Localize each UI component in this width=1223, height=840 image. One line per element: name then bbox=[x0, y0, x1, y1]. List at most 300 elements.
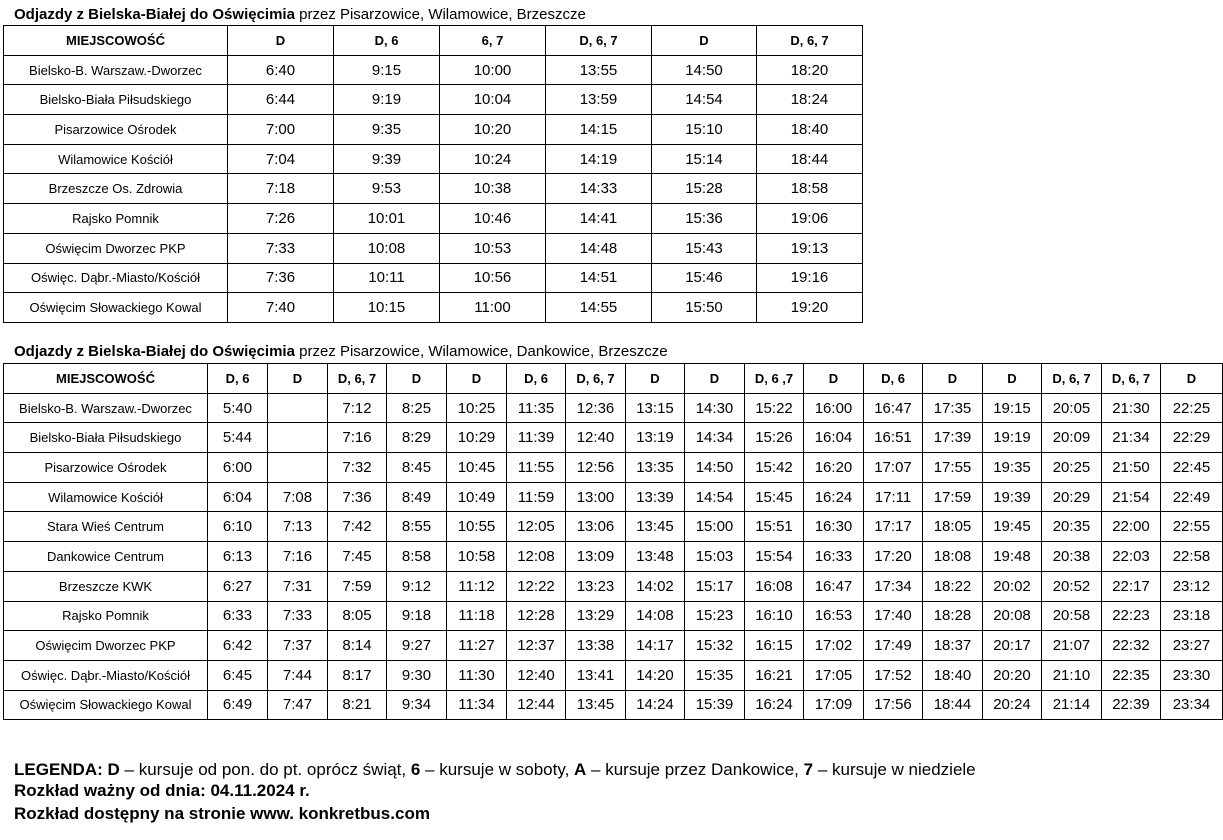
departure-time: 12:40 bbox=[566, 423, 626, 453]
departure-time: 18:44 bbox=[757, 144, 863, 174]
departure-time: 13:38 bbox=[566, 631, 626, 661]
departure-time: 18:40 bbox=[923, 660, 983, 690]
departure-time: 15:42 bbox=[745, 453, 804, 483]
departure-time: 7:37 bbox=[268, 631, 328, 661]
departure-time: 16:47 bbox=[804, 571, 864, 601]
timetable-2-title-via: przez Pisarzowice, Wilamowice, Dankowice, Brzeszcze bbox=[299, 343, 668, 360]
table-row bbox=[4, 482, 1223, 512]
service-days-header: D bbox=[268, 364, 328, 394]
departure-time: 6:45 bbox=[208, 660, 268, 690]
departure-time: 15:10 bbox=[652, 115, 757, 145]
departure-time: 20:38 bbox=[1042, 542, 1102, 572]
departure-time: 20:08 bbox=[983, 601, 1042, 631]
departure-time: 22:32 bbox=[1102, 631, 1161, 661]
departure-time: 7:45 bbox=[328, 542, 387, 572]
departure-time: 18:20 bbox=[757, 55, 863, 85]
departure-time: 17:11 bbox=[864, 482, 923, 512]
departure-time: 17:39 bbox=[923, 423, 983, 453]
departure-time: 9:12 bbox=[387, 571, 447, 601]
service-days-header: D, 6, 7 bbox=[757, 26, 863, 56]
departure-time: 11:30 bbox=[447, 660, 507, 690]
service-days-header: D, 6, 7 bbox=[328, 364, 387, 394]
departure-time: 14:02 bbox=[626, 571, 685, 601]
departure-time: 20:29 bbox=[1042, 482, 1102, 512]
service-days-header: 6, 7 bbox=[440, 26, 546, 56]
departure-time: 15:54 bbox=[745, 542, 804, 572]
departure-time: 15:50 bbox=[652, 293, 757, 323]
departure-time: 10:45 bbox=[447, 453, 507, 483]
departure-time: 12:56 bbox=[566, 453, 626, 483]
departure-time: 5:40 bbox=[208, 393, 268, 423]
departure-time: 19:35 bbox=[983, 453, 1042, 483]
stop-column-header: MIEJSCOWOŚĆ bbox=[4, 364, 208, 394]
departure-time: 10:46 bbox=[440, 204, 546, 234]
departure-time: 18:40 bbox=[757, 115, 863, 145]
departure-time: 9:18 bbox=[387, 601, 447, 631]
departure-time: 17:05 bbox=[804, 660, 864, 690]
departure-time: 13:55 bbox=[546, 55, 652, 85]
departure-time: 17:07 bbox=[864, 453, 923, 483]
departure-time: 14:30 bbox=[685, 393, 745, 423]
departure-time: 15:39 bbox=[685, 690, 745, 720]
departure-time: 6:10 bbox=[208, 512, 268, 542]
departure-time: 11:27 bbox=[447, 631, 507, 661]
table-row bbox=[4, 660, 1223, 690]
departure-time: 20:20 bbox=[983, 660, 1042, 690]
departure-time: 7:16 bbox=[268, 542, 328, 572]
departure-time: 22:00 bbox=[1102, 512, 1161, 542]
departure-time: 16:00 bbox=[804, 393, 864, 423]
service-days-header: D, 6 bbox=[864, 364, 923, 394]
departure-time: 12:37 bbox=[507, 631, 566, 661]
departure-time: 7:00 bbox=[228, 115, 334, 145]
service-days-header: D bbox=[447, 364, 507, 394]
table-row bbox=[4, 55, 863, 85]
departure-time: 14:24 bbox=[626, 690, 685, 720]
departure-time: 10:04 bbox=[440, 85, 546, 115]
departure-time: 9:35 bbox=[334, 115, 440, 145]
departure-time: 16:53 bbox=[804, 601, 864, 631]
departure-time: 12:08 bbox=[507, 542, 566, 572]
legend-key-7: 7 bbox=[803, 760, 814, 779]
departure-time: 15:45 bbox=[745, 482, 804, 512]
departure-time: 10:24 bbox=[440, 144, 546, 174]
departure-time: 14:17 bbox=[626, 631, 685, 661]
departure-time: 17:55 bbox=[923, 453, 983, 483]
stop-name: Dankowice Centrum bbox=[4, 542, 208, 572]
departure-time: 7:08 bbox=[268, 482, 328, 512]
departure-time: 10:11 bbox=[334, 263, 440, 293]
departure-time: 17:09 bbox=[804, 690, 864, 720]
departure-time: 22:49 bbox=[1161, 482, 1223, 512]
stop-column-header: MIEJSCOWOŚĆ bbox=[4, 26, 228, 56]
departure-time: 10:38 bbox=[440, 174, 546, 204]
table-row bbox=[4, 423, 1223, 453]
timetable-1 bbox=[3, 25, 863, 323]
departure-time: 6:49 bbox=[208, 690, 268, 720]
departure-time: 20:35 bbox=[1042, 512, 1102, 542]
departure-time: 19:19 bbox=[983, 423, 1042, 453]
legend-text-a: – kursuje przez Dankowice, bbox=[586, 760, 804, 779]
departure-time: 18:05 bbox=[923, 512, 983, 542]
departure-time: 7:59 bbox=[328, 571, 387, 601]
departure-time: 10:25 bbox=[447, 393, 507, 423]
departure-time: 6:44 bbox=[228, 85, 334, 115]
departure-time: 14:19 bbox=[546, 144, 652, 174]
table-row bbox=[4, 601, 1223, 631]
departure-time: 15:23 bbox=[685, 601, 745, 631]
departure-time: 8:55 bbox=[387, 512, 447, 542]
departure-time: 20:05 bbox=[1042, 393, 1102, 423]
departure-time: 14:54 bbox=[685, 482, 745, 512]
departure-time: 7:44 bbox=[268, 660, 328, 690]
departure-time: 7:12 bbox=[328, 393, 387, 423]
departure-time: 15:17 bbox=[685, 571, 745, 601]
table-row bbox=[4, 115, 863, 145]
departure-time: 15:00 bbox=[685, 512, 745, 542]
table-row bbox=[4, 144, 863, 174]
table-row bbox=[4, 85, 863, 115]
departure-time: 17:35 bbox=[923, 393, 983, 423]
departure-time: 8:14 bbox=[328, 631, 387, 661]
departure-time: 17:59 bbox=[923, 482, 983, 512]
departure-time: 9:30 bbox=[387, 660, 447, 690]
departure-time: 18:08 bbox=[923, 542, 983, 572]
departure-time: 10:55 bbox=[447, 512, 507, 542]
departure-time: 8:45 bbox=[387, 453, 447, 483]
departure-time: 12:22 bbox=[507, 571, 566, 601]
departure-time: 6:00 bbox=[208, 453, 268, 483]
departure-time: 16:51 bbox=[864, 423, 923, 453]
legend-key-d: D bbox=[107, 760, 120, 779]
departure-time: 6:40 bbox=[228, 55, 334, 85]
legend-key-a: A bbox=[574, 760, 587, 779]
table-row bbox=[4, 631, 1223, 661]
departure-time: 15:32 bbox=[685, 631, 745, 661]
departure-time: 16:24 bbox=[804, 482, 864, 512]
timetable-1-title-route: Odjazdy z Bielska-Białej do Oświęcimia bbox=[14, 6, 295, 23]
departure-time: 6:33 bbox=[208, 601, 268, 631]
departure-time: 23:12 bbox=[1161, 571, 1223, 601]
departure-time: 18:24 bbox=[757, 85, 863, 115]
departure-time: 21:50 bbox=[1102, 453, 1161, 483]
departure-time: 13:45 bbox=[566, 690, 626, 720]
departure-time: 6:04 bbox=[208, 482, 268, 512]
departure-time: 17:20 bbox=[864, 542, 923, 572]
departure-time: 11:12 bbox=[447, 571, 507, 601]
departure-time: 7:36 bbox=[328, 482, 387, 512]
service-days-header: D, 6 ,7 bbox=[745, 364, 804, 394]
service-days-header: D, 6 bbox=[334, 26, 440, 56]
departure-time: 8:29 bbox=[387, 423, 447, 453]
service-days-header: D, 6 bbox=[208, 364, 268, 394]
departure-time: 18:58 bbox=[757, 174, 863, 204]
departure-time: 10:08 bbox=[334, 233, 440, 263]
service-days-header: D, 6, 7 bbox=[1042, 364, 1102, 394]
departure-time: 13:19 bbox=[626, 423, 685, 453]
departure-time: 10:00 bbox=[440, 55, 546, 85]
departure-time: 22:35 bbox=[1102, 660, 1161, 690]
departure-time: 18:28 bbox=[923, 601, 983, 631]
departure-time: 7:47 bbox=[268, 690, 328, 720]
departure-time: 19:39 bbox=[983, 482, 1042, 512]
departure-time: 23:34 bbox=[1161, 690, 1223, 720]
departure-time: 9:19 bbox=[334, 85, 440, 115]
service-days-header: D, 6, 7 bbox=[546, 26, 652, 56]
departure-time: 7:32 bbox=[328, 453, 387, 483]
stop-name: Oświęcim Dworzec PKP bbox=[4, 233, 228, 263]
departure-time: 11:59 bbox=[507, 482, 566, 512]
departure-time: 15:22 bbox=[745, 393, 804, 423]
stop-name: Oświęcim Dworzec PKP bbox=[4, 631, 208, 661]
departure-time: 13:09 bbox=[566, 542, 626, 572]
departure-time: 16:10 bbox=[745, 601, 804, 631]
service-days-header: D bbox=[652, 26, 757, 56]
service-days-header: D bbox=[387, 364, 447, 394]
departure-time: 6:27 bbox=[208, 571, 268, 601]
departure-time: 15:35 bbox=[685, 660, 745, 690]
departure-time: 16:04 bbox=[804, 423, 864, 453]
departure-time: 8:25 bbox=[387, 393, 447, 423]
departure-time: 14:55 bbox=[546, 293, 652, 323]
departure-time: 7:18 bbox=[228, 174, 334, 204]
departure-time: 22:25 bbox=[1161, 393, 1223, 423]
departure-time: 8:58 bbox=[387, 542, 447, 572]
departure-time: 21:54 bbox=[1102, 482, 1161, 512]
service-days-header: D bbox=[685, 364, 745, 394]
departure-time: 15:03 bbox=[685, 542, 745, 572]
departure-time: 10:56 bbox=[440, 263, 546, 293]
website-note: Rozkład dostępny na stronie www. konkretbus.com bbox=[14, 804, 430, 823]
departure-time: 5:44 bbox=[208, 423, 268, 453]
departure-time: 14:48 bbox=[546, 233, 652, 263]
legend-text-6: – kursuje w soboty, bbox=[420, 760, 575, 779]
departure-time: 13:48 bbox=[626, 542, 685, 572]
departure-time: 13:23 bbox=[566, 571, 626, 601]
departure-time: 13:39 bbox=[626, 482, 685, 512]
table-row bbox=[4, 542, 1223, 572]
departure-time: 13:59 bbox=[546, 85, 652, 115]
table-row bbox=[4, 453, 1223, 483]
departure-time: 19:48 bbox=[983, 542, 1042, 572]
departure-time: 8:49 bbox=[387, 482, 447, 512]
departure-time: 14:50 bbox=[685, 453, 745, 483]
table-row bbox=[4, 263, 863, 293]
departure-time: 16:33 bbox=[804, 542, 864, 572]
departure-time: 18:37 bbox=[923, 631, 983, 661]
service-days-header: D, 6, 7 bbox=[1102, 364, 1161, 394]
service-days-header: D, 6, 7 bbox=[566, 364, 626, 394]
legend-label: LEGENDA: bbox=[14, 760, 103, 779]
departure-time: 6:42 bbox=[208, 631, 268, 661]
departure-time: 17:40 bbox=[864, 601, 923, 631]
departure-time: 19:13 bbox=[757, 233, 863, 263]
departure-time: 13:15 bbox=[626, 393, 685, 423]
departure-time: 13:41 bbox=[566, 660, 626, 690]
departure-time: 20:17 bbox=[983, 631, 1042, 661]
departure-time: 12:28 bbox=[507, 601, 566, 631]
departure-time: 8:17 bbox=[328, 660, 387, 690]
stop-name: Bielsko-B. Warszaw.-Dworzec bbox=[4, 55, 228, 85]
departure-time: 14:54 bbox=[652, 85, 757, 115]
departure-time: 12:44 bbox=[507, 690, 566, 720]
stop-name: Rajsko Pomnik bbox=[4, 204, 228, 234]
departure-time: 7:33 bbox=[228, 233, 334, 263]
departure-time: 8:21 bbox=[328, 690, 387, 720]
departure-time: 7:36 bbox=[228, 263, 334, 293]
stop-name: Oświęcim Słowackiego Kowal bbox=[4, 293, 228, 323]
departure-time: 11:00 bbox=[440, 293, 546, 323]
departure-time: 16:15 bbox=[745, 631, 804, 661]
departure-time: 15:46 bbox=[652, 263, 757, 293]
departure-time: 15:51 bbox=[745, 512, 804, 542]
service-days-header: D bbox=[228, 26, 334, 56]
departure-time: 7:04 bbox=[228, 144, 334, 174]
departure-time bbox=[268, 453, 328, 483]
departure-time: 10:53 bbox=[440, 233, 546, 263]
departure-time: 15:26 bbox=[745, 423, 804, 453]
departure-time: 17:34 bbox=[864, 571, 923, 601]
service-days-header: D bbox=[804, 364, 864, 394]
header-row bbox=[4, 26, 863, 56]
stop-name: Bielsko-B. Warszaw.-Dworzec bbox=[4, 393, 208, 423]
departure-time: 14:34 bbox=[685, 423, 745, 453]
departure-time: 17:02 bbox=[804, 631, 864, 661]
departure-time: 10:20 bbox=[440, 115, 546, 145]
legend-key-6: 6 bbox=[410, 760, 421, 779]
stop-name: Oświęcim Słowackiego Kowal bbox=[4, 690, 208, 720]
stop-name: Brzeszcze KWK bbox=[4, 571, 208, 601]
stop-name: Bielsko-Biała Piłsudskiego bbox=[4, 85, 228, 115]
departure-time: 14:15 bbox=[546, 115, 652, 145]
stop-name: Oświęc. Dąbr.-Miasto/Kościół bbox=[4, 660, 208, 690]
departure-time: 19:06 bbox=[757, 204, 863, 234]
departure-time: 12:40 bbox=[507, 660, 566, 690]
departure-time: 14:08 bbox=[626, 601, 685, 631]
timetable-1-title bbox=[14, 7, 586, 23]
departure-time: 19:16 bbox=[757, 263, 863, 293]
departure-time: 21:10 bbox=[1042, 660, 1102, 690]
stop-name: Bielsko-Biała Piłsudskiego bbox=[4, 423, 208, 453]
departure-time: 11:55 bbox=[507, 453, 566, 483]
departure-time: 9:53 bbox=[334, 174, 440, 204]
timetable-1-title-via: przez Pisarzowice, Wilamowice, Brzeszcze bbox=[299, 6, 586, 23]
departure-time: 15:28 bbox=[652, 174, 757, 204]
timetable-2 bbox=[3, 363, 1223, 720]
departure-time: 18:44 bbox=[923, 690, 983, 720]
departure-time: 18:22 bbox=[923, 571, 983, 601]
departure-time: 9:39 bbox=[334, 144, 440, 174]
departure-time: 17:52 bbox=[864, 660, 923, 690]
table-row bbox=[4, 571, 1223, 601]
departure-time: 7:40 bbox=[228, 293, 334, 323]
departure-time: 11:18 bbox=[447, 601, 507, 631]
departure-time: 10:58 bbox=[447, 542, 507, 572]
table-row bbox=[4, 174, 863, 204]
table-row bbox=[4, 293, 863, 323]
departure-time: 11:35 bbox=[507, 393, 566, 423]
service-days-header: D bbox=[923, 364, 983, 394]
departure-time: 22:39 bbox=[1102, 690, 1161, 720]
departure-time bbox=[268, 423, 328, 453]
service-days-header: D, 6 bbox=[507, 364, 566, 394]
service-days-header: D bbox=[626, 364, 685, 394]
departure-time: 16:24 bbox=[745, 690, 804, 720]
departure-time: 8:05 bbox=[328, 601, 387, 631]
stop-name: Pisarzowice Ośrodek bbox=[4, 115, 228, 145]
departure-time: 10:29 bbox=[447, 423, 507, 453]
departure-time: 21:14 bbox=[1042, 690, 1102, 720]
departure-time: 7:26 bbox=[228, 204, 334, 234]
table-row bbox=[4, 690, 1223, 720]
departure-time: 16:21 bbox=[745, 660, 804, 690]
departure-time: 11:39 bbox=[507, 423, 566, 453]
departure-time: 15:36 bbox=[652, 204, 757, 234]
header-row bbox=[4, 364, 1223, 394]
departure-time bbox=[268, 393, 328, 423]
departure-time: 21:07 bbox=[1042, 631, 1102, 661]
legend-text-d: – kursuje od pon. do pt. oprócz świąt, bbox=[119, 760, 411, 779]
departure-time: 20:24 bbox=[983, 690, 1042, 720]
departure-time: 19:45 bbox=[983, 512, 1042, 542]
departure-time: 17:17 bbox=[864, 512, 923, 542]
legend bbox=[14, 760, 976, 780]
departure-time: 15:14 bbox=[652, 144, 757, 174]
departure-time: 23:27 bbox=[1161, 631, 1223, 661]
departure-time: 7:33 bbox=[268, 601, 328, 631]
departure-time: 20:02 bbox=[983, 571, 1042, 601]
departure-time: 9:34 bbox=[387, 690, 447, 720]
departure-time: 7:31 bbox=[268, 571, 328, 601]
departure-time: 16:20 bbox=[804, 453, 864, 483]
departure-time: 22:23 bbox=[1102, 601, 1161, 631]
departure-time: 9:15 bbox=[334, 55, 440, 85]
departure-time: 17:49 bbox=[864, 631, 923, 661]
departure-time: 22:45 bbox=[1161, 453, 1223, 483]
stop-name: Wilamowice Kościół bbox=[4, 482, 208, 512]
departure-time: 14:41 bbox=[546, 204, 652, 234]
departure-time: 9:27 bbox=[387, 631, 447, 661]
stop-name: Wilamowice Kościół bbox=[4, 144, 228, 174]
departure-time: 10:01 bbox=[334, 204, 440, 234]
departure-time: 11:34 bbox=[447, 690, 507, 720]
departure-time: 19:20 bbox=[757, 293, 863, 323]
departure-time: 23:18 bbox=[1161, 601, 1223, 631]
departure-time: 13:00 bbox=[566, 482, 626, 512]
departure-time: 7:16 bbox=[328, 423, 387, 453]
table-row bbox=[4, 393, 1223, 423]
legend-text-7: – kursuje w niedziele bbox=[813, 760, 976, 779]
departure-time: 10:49 bbox=[447, 482, 507, 512]
valid-from: Rozkład ważny od dnia: 04.11.2024 r. bbox=[14, 781, 310, 800]
stop-name: Rajsko Pomnik bbox=[4, 601, 208, 631]
departure-time: 22:29 bbox=[1161, 423, 1223, 453]
table-row bbox=[4, 512, 1223, 542]
departure-time: 13:06 bbox=[566, 512, 626, 542]
departure-time: 20:09 bbox=[1042, 423, 1102, 453]
departure-time: 22:17 bbox=[1102, 571, 1161, 601]
departure-time: 22:55 bbox=[1161, 512, 1223, 542]
departure-time: 7:42 bbox=[328, 512, 387, 542]
departure-time: 13:35 bbox=[626, 453, 685, 483]
departure-time: 22:03 bbox=[1102, 542, 1161, 572]
table-row bbox=[4, 233, 863, 263]
departure-time: 12:36 bbox=[566, 393, 626, 423]
timetable-2-title bbox=[14, 344, 668, 360]
stop-name: Stara Wieś Centrum bbox=[4, 512, 208, 542]
departure-time: 20:25 bbox=[1042, 453, 1102, 483]
stop-name: Oświęc. Dąbr.-Miasto/Kościół bbox=[4, 263, 228, 293]
